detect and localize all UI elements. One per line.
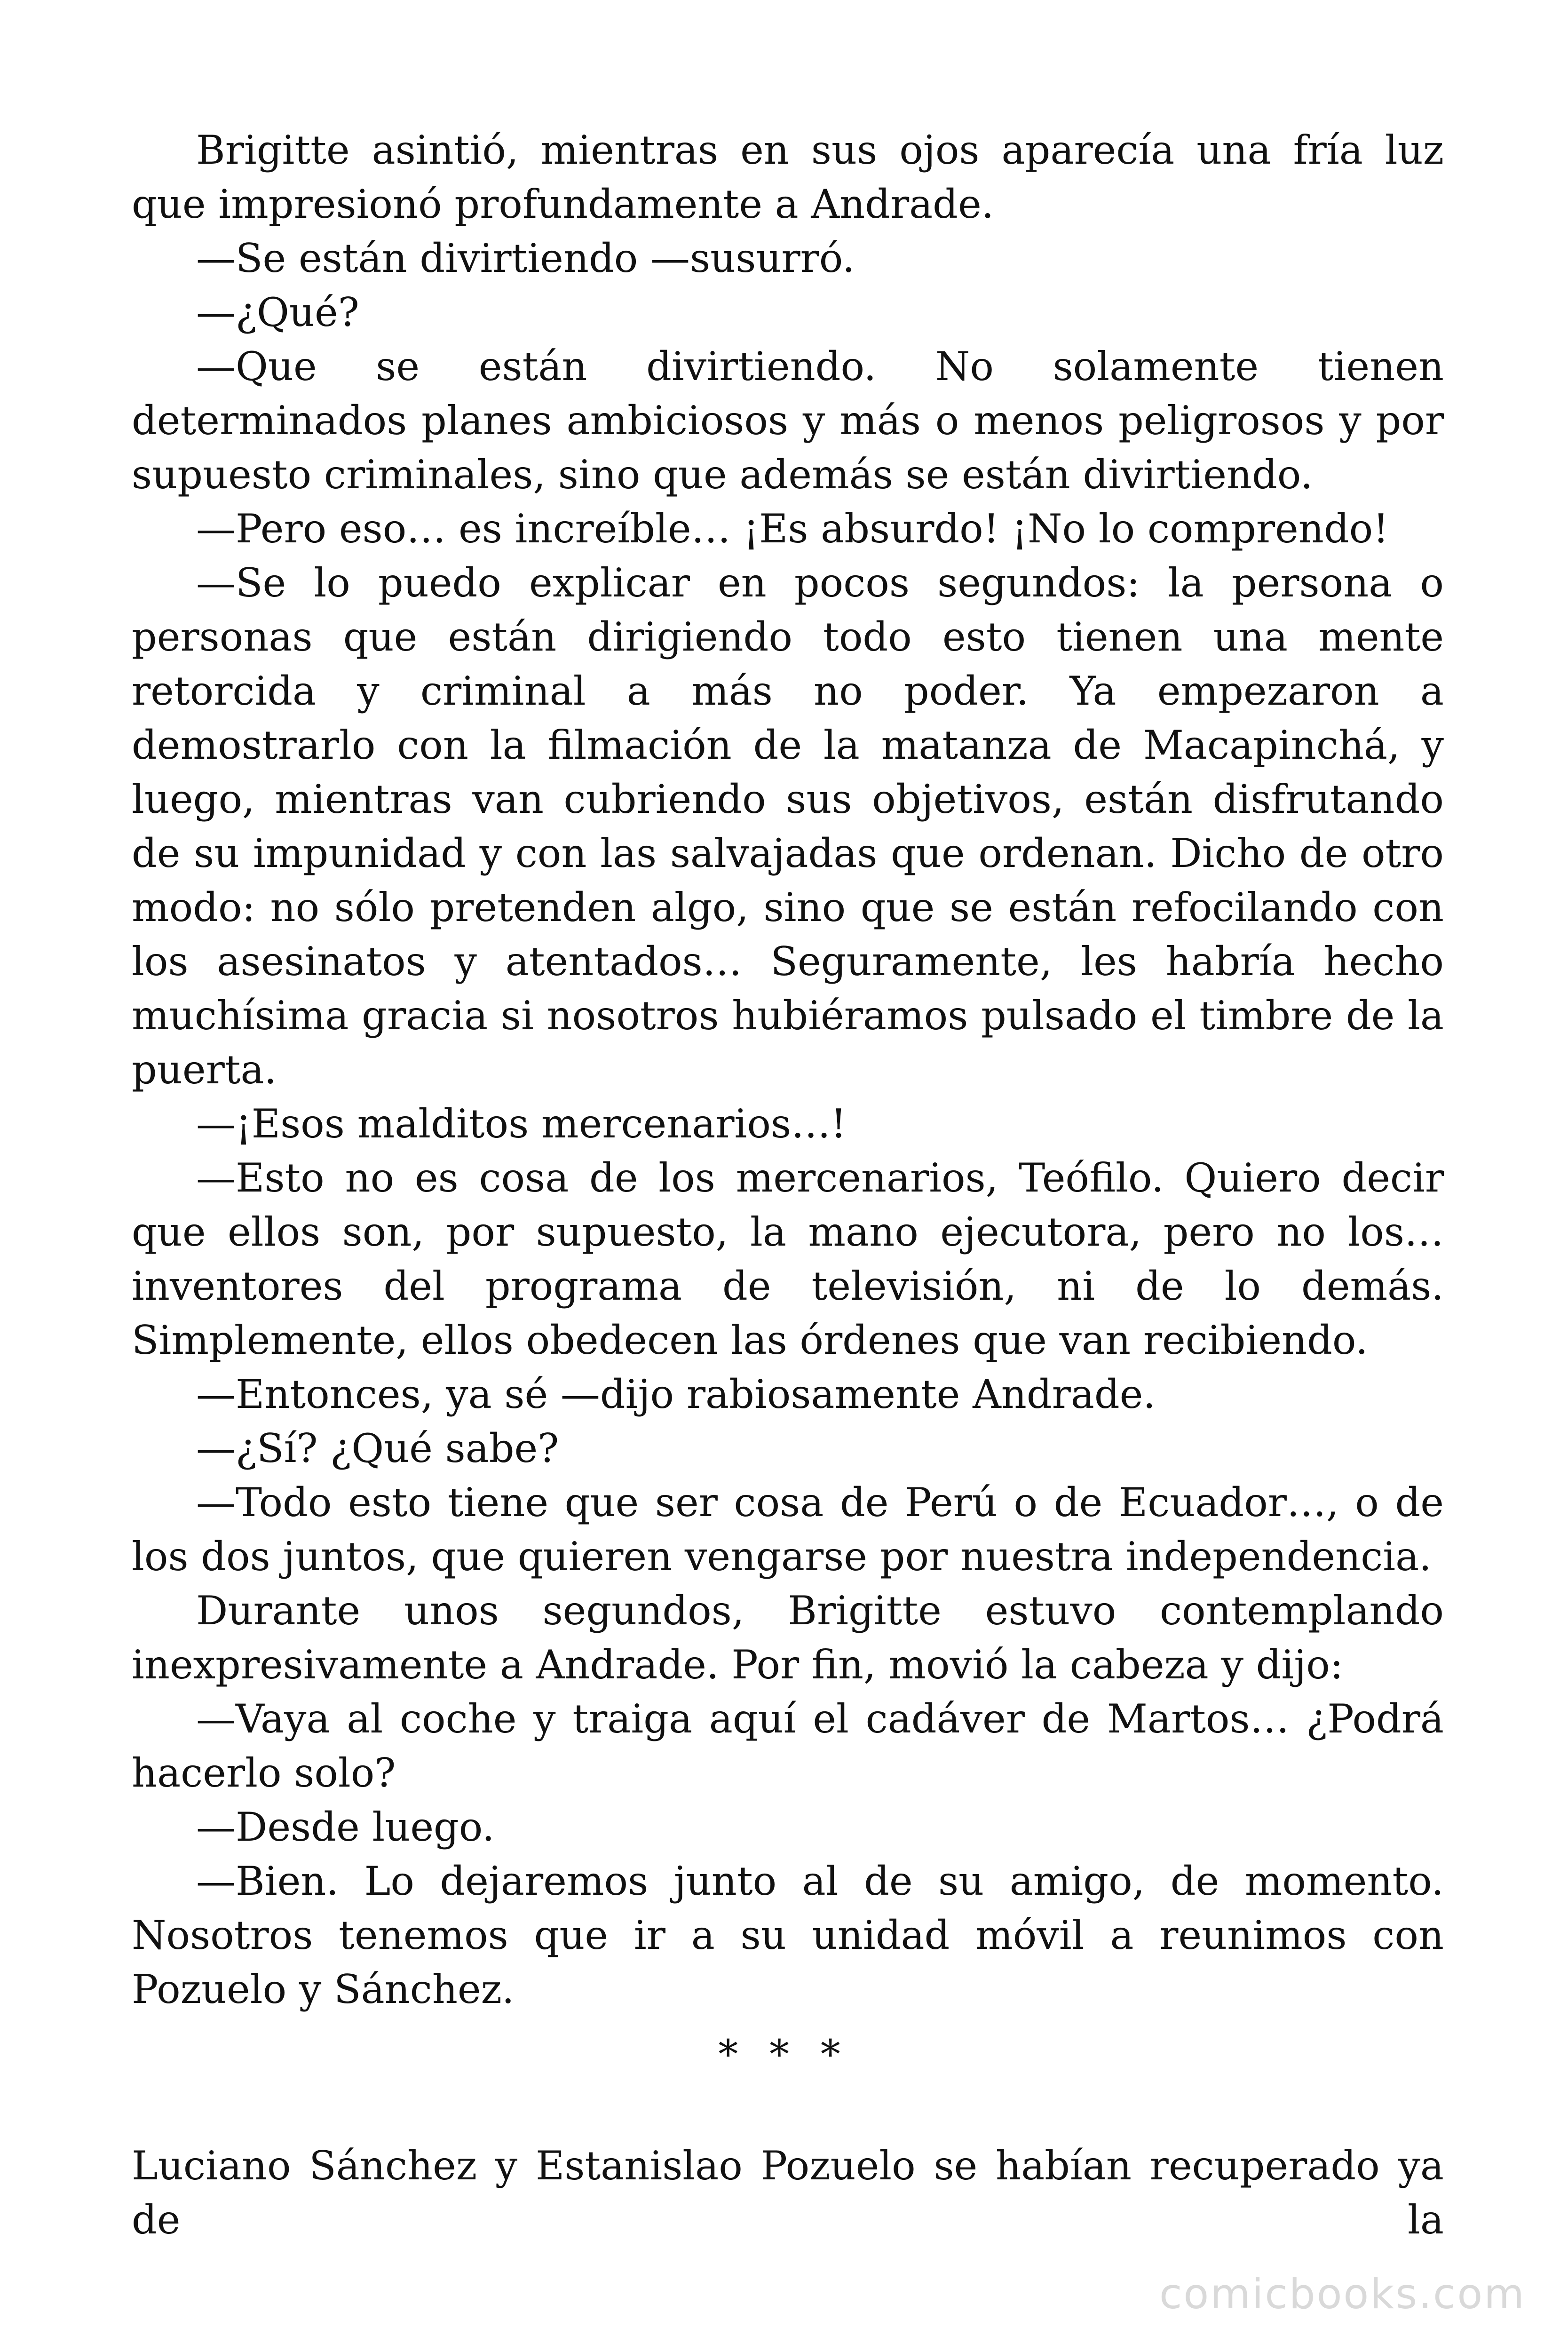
paragraph: Brigitte asintió, mientras en sus ojos aparecía una fría luz que impresionó profundamente a Andrade. bbox=[132, 127, 1444, 227]
paragraph: —Vaya al coche y traiga aquí el cadáver de Martos… ¿Podrá hacerlo solo? bbox=[132, 1696, 1444, 1796]
paragraph: —Se están divirtiendo —susurró. bbox=[196, 235, 855, 281]
next-section-first-line: Luciano Sánchez y Estanislao Pozuelo se habían recuperado ya de la bbox=[132, 2143, 1444, 2243]
paragraph: —¡Esos malditos mercenarios…! bbox=[196, 1101, 847, 1147]
paragraph: —¿Qué? bbox=[196, 289, 359, 335]
watermark: comicbooks.com bbox=[1159, 2270, 1526, 2318]
paragraph: —Esto no es cosa de los mercenarios, Teófilo. Quiero decir que ellos son, por supuesto, la mano ejecutora, pero no los… inventores del programa de televisión, ni de lo demás. Simplemente, ellos obedecen las órdenes que van recibiendo. bbox=[132, 1155, 1444, 1363]
paragraph: —Todo esto tiene que ser cosa de Perú o de Ecuador…, o de los dos juntos, que quieren vengarse por nuestra independencia. bbox=[132, 1479, 1444, 1580]
paragraph: —Se lo puedo explicar en pocos segundos: la persona o personas que están dirigiendo todo esto tienen una mente retorcida y criminal a más no poder. Ya empezaron a demostrarlo con la filmación de la matanza de Macapinchá, y luego, mientras van cubriendo sus objetivos, están disfrutando de su impunidad y con las salvajadas que ordenan. Dicho de otro modo: no sólo pretenden algo, sino que se están refocilando con los asesinatos y atentados… Seguramente, les habría hecho muchísima gracia si nosotros hubiéramos pulsado el timbre de la puerta. bbox=[132, 560, 1444, 1093]
scene-separator: * * * bbox=[718, 2031, 850, 2077]
paragraph: —Que se están divirtiendo. No solamente tienen determinados planes ambiciosos y más o menos peligrosos y por supuesto criminales, sino que además se están divirtiendo. bbox=[132, 343, 1444, 498]
paragraph: Durante unos segundos, Brigitte estuvo contemplando inexpresivamente a Andrade. Por fin, movió la cabeza y dijo: bbox=[132, 1588, 1444, 1688]
paragraph: —Desde luego. bbox=[196, 1804, 495, 1850]
paragraph: —¿Sí? ¿Qué sabe? bbox=[196, 1425, 559, 1471]
paragraph: —Bien. Lo dejaremos junto al de su amigo, de momento. Nosotros tenemos que ir a su unidad móvil a reunimos con Pozuelo y Sánchez. bbox=[132, 1858, 1444, 2012]
paragraph: —Pero eso… es increíble… ¡Es absurdo! ¡No lo comprendo! bbox=[196, 506, 1389, 552]
paragraph: —Entonces, ya sé —dijo rabiosamente Andrade. bbox=[196, 1371, 1156, 1417]
body-text bbox=[132, 123, 1444, 2017]
